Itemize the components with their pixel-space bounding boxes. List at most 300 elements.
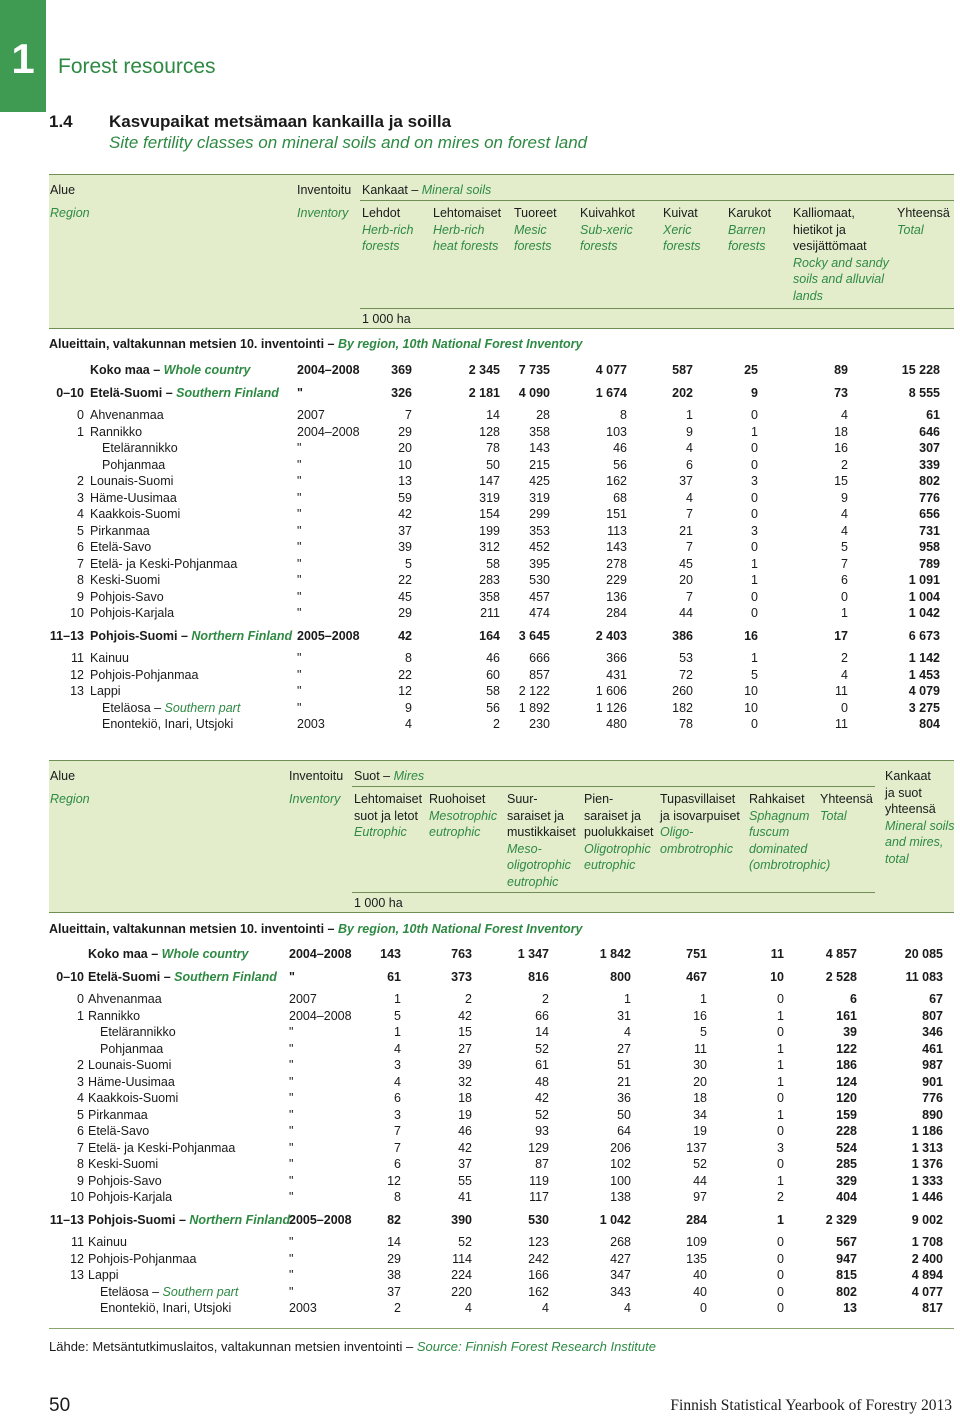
cell-value: 358 [479,589,500,604]
cell-value: 4 [686,441,693,455]
cell-value: 22 [398,573,412,587]
cell-value: 0 [751,457,758,472]
cell-value: 3 [394,1107,401,1122]
header-col-en: Sphagnum fuscum dominated (ombrotrophic) [749,808,831,872]
cell-value: 229 [606,573,627,587]
cell-value: 11 083 [905,969,943,984]
cell-value: 4 [841,523,848,538]
cell-value: 461 [922,1041,943,1056]
table-row [49,1024,954,1041]
table-row [49,667,954,684]
table-row [49,572,954,589]
header-group [354,768,424,785]
cell-value: 6 [686,457,693,472]
cell-value: 2 [394,1301,401,1315]
row-label-fi: Pohjois-Karjala [90,606,175,620]
row-label-en: Southern part [162,1284,239,1299]
row-inventory: " [289,1251,294,1266]
cell-value: 37 [458,1157,472,1171]
cell-value: 1 708 [911,1235,943,1249]
row-inventory: " [289,1025,294,1039]
header-inventory: Inventory [297,206,349,220]
cell-value: 358 [529,424,550,439]
row-number: 9 [77,589,84,604]
cell-value: 15 228 [901,363,940,377]
cell-value: 1 [686,408,693,422]
cell-value: 4 [542,1301,549,1315]
cell-value: 8 [405,651,412,665]
row-inventory: 2004–2008 [289,1008,352,1023]
cell-value: 1 [777,1212,784,1227]
cell-value: 40 [693,1268,707,1282]
cell-value: 1 453 [908,667,940,682]
cell-value: 10 [744,684,758,698]
cell-value: 19 [693,1124,707,1138]
cell-value: 122 [836,1041,857,1056]
cell-value: 113 [607,523,627,538]
source-rule [49,1328,954,1329]
cell-value: 369 [391,363,412,377]
row-number: 6 [77,540,84,554]
row-number: 5 [77,1107,84,1122]
cell-value: 37 [679,474,693,488]
row-number: 4 [77,1091,84,1105]
row-label [90,667,198,684]
cell-value: 7 735 [518,363,550,377]
cell-value: 346 [922,1025,943,1039]
table-row [49,523,954,540]
header-col-en: Oligo- ombrotrophic [660,825,733,856]
table-row [49,473,954,490]
cell-value: 0 [777,1025,784,1039]
header-col-en: Total [897,222,924,237]
row-label [102,700,240,717]
cell-value: 37 [387,1284,401,1299]
cell-value: 50 [486,457,500,472]
row-label-fi: Etelä-Savo [88,1124,150,1138]
section-en: By region, 10th National Forest Inventory [337,337,583,351]
cell-value: 51 [617,1058,631,1072]
cell-value: 802 [919,474,940,488]
cell-value: 39 [843,1025,857,1039]
cell-value: 0 [777,1268,784,1282]
header-col-en: Oligotrophic eutrophic [584,841,651,872]
row-label-fi: Lappi [88,1268,119,1282]
row-number: 13 [70,684,84,698]
cell-value: 20 [679,573,693,587]
cell-value: 901 [922,1074,943,1089]
cell-value: 37 [398,523,412,538]
cell-value: 21 [679,523,693,538]
cell-value: 1 [700,992,707,1006]
row-inventory: " [289,1173,294,1188]
cell-value: 1 446 [911,1190,943,1204]
source-note [49,1339,656,1354]
cell-value: 1 [751,424,758,439]
cell-value: 4 [686,490,693,505]
cell-value: 751 [686,947,707,961]
table-row [49,1234,954,1251]
cell-value: 66 [535,1008,549,1023]
cell-value: 1 [751,556,758,571]
header-col-fi: Tupasvillaiset ja isovarpuiset [660,792,740,823]
cell-value: 9 [405,700,412,715]
row-number: 8 [77,573,84,587]
cell-value: 857 [529,667,550,682]
row-label-fi: Etelä- ja Keski-Pohjanmaa [88,1140,236,1155]
header-col-8 [897,205,960,238]
cell-value: 0 [841,700,848,715]
cell-value: 15 [458,1025,472,1039]
source-fi: Lähde: Metsäntutkimuslaitos, valtakunnan metsien inventointi – [49,1339,417,1354]
cell-value: 59 [398,490,412,505]
cell-value: 4 077 [595,363,627,377]
row-number: 13 [70,1268,84,1282]
header-col-fi: Kankaat ja suot yhteensä [885,769,936,816]
row-inventory: " [297,490,302,505]
table-row [49,1251,954,1268]
header-unit: 1 000 ha [354,896,403,910]
cell-value: 20 [398,441,412,455]
row-label-fi: Koko maa – [90,363,164,377]
cell-value: 102 [610,1157,631,1171]
cell-value: 800 [610,969,631,984]
cell-value: 55 [458,1173,472,1188]
row-label [90,628,292,645]
header-col-en: Mesotrophic eutrophic [429,808,498,839]
header-col-en: Sub-xeric forests [580,222,633,253]
row-label-fi: Lappi [90,684,121,698]
row-number: 11 [71,651,84,665]
cell-value: 7 [686,589,693,604]
cell-value: 4 [394,1074,401,1089]
cell-value: 119 [529,1173,549,1188]
cell-value: 27 [617,1041,631,1056]
cell-value: 34 [693,1107,707,1122]
cell-value: 215 [529,457,550,472]
table-row [49,1123,954,1140]
cell-value: 425 [529,474,550,488]
cell-value: 29 [398,424,412,439]
row-label-en: Southern Finland [176,385,279,400]
cell-value: 278 [606,556,627,571]
cell-value: 817 [922,1301,943,1315]
cell-value: 159 [836,1107,857,1122]
cell-value: 8 [394,1190,401,1204]
cell-value: 1 186 [911,1124,943,1138]
cell-value: 789 [919,556,940,571]
cell-value: 56 [486,700,500,715]
row-inventory: " [297,606,302,620]
cell-value: 4 [394,1041,401,1056]
table-row [49,1041,954,1058]
cell-value: 162 [528,1284,549,1299]
row-label [90,523,150,540]
cell-value: 2 [542,992,549,1006]
row-label-fi: Pohjois-Savo [90,589,164,604]
cell-value: 285 [836,1157,857,1171]
header-col-fi: Yhteensä [897,206,950,220]
source-en: Source: Finnish Forest Research Institute [416,1339,656,1354]
row-inventory: " [289,1268,294,1282]
cell-value: 143 [606,540,627,554]
row-inventory: " [297,441,302,455]
cell-value: 816 [528,969,549,984]
table-row [49,556,954,573]
cell-value: 299 [529,507,550,521]
group-fi: Kankaat – [362,183,422,197]
cell-value: 1 892 [518,700,550,715]
cell-value: 64 [617,1124,631,1138]
cell-value: 39 [458,1058,472,1072]
cell-value: 4 894 [911,1268,943,1282]
cell-value: 151 [606,507,627,521]
cell-value: 61 [535,1058,549,1072]
row-inventory: 2005–2008 [297,628,360,643]
row-label-en: Whole country [163,363,251,377]
publication-title: Finnish Statistical Yearbook of Forestry 2013 [670,1397,952,1414]
row-inventory: " [289,969,295,984]
table-row [49,407,954,424]
cell-value: 347 [610,1268,631,1282]
row-label [88,969,277,986]
cell-value: 1 674 [595,385,627,400]
cell-value: 124 [836,1074,857,1089]
cell-value: 474 [529,606,550,620]
cell-value: 1 [751,651,758,665]
cell-value: 5 [405,556,412,571]
cell-value: 815 [836,1268,857,1282]
cell-value: 15 [834,474,848,488]
header-col-fi: Lehdot [362,206,401,220]
row-label-fi: Pirkanmaa [88,1107,148,1122]
cell-value: 4 090 [518,385,550,400]
cell-value: 1 313 [911,1140,943,1155]
cell-value: 120 [836,1091,857,1105]
cell-value: 319 [529,490,550,505]
cell-value: 87 [535,1157,549,1171]
cell-value: 56 [613,457,627,472]
cell-value: 143 [529,441,550,455]
cell-value: 53 [679,651,693,665]
cell-value: 38 [387,1268,401,1282]
row-inventory: " [297,573,302,587]
cell-value: 18 [693,1091,707,1105]
row-inventory: 2004–2008 [297,424,360,439]
row-label [88,1156,158,1173]
cell-value: 776 [922,1091,943,1105]
header-col-en: Rocky and sandy soils and alluvial lands [793,255,889,303]
cell-value: 2 181 [468,385,500,400]
cell-value: 22 [398,667,412,682]
cell-value: 11 [694,1041,707,1056]
row-inventory: " [289,1284,294,1299]
cell-value: 656 [919,507,940,521]
row-label-fi: Ahvenanmaa [88,992,162,1006]
row-label [102,440,178,457]
cell-value: 4 [405,717,412,731]
header-col-fi: Kalliomaat, hietikot ja vesijättömaat [793,206,867,253]
table-row [49,1189,954,1206]
cell-value: 0 [751,490,758,505]
cell-value: 162 [606,474,627,488]
section-fi: Alueittain, valtakunnan metsien 10. inventointi – [49,922,338,936]
header-col-en: Total [820,808,847,823]
cell-value: 353 [529,523,550,538]
row-label-en: Whole country [161,947,249,961]
header-col-fi: Suur- saraiset ja mustikkaiset [507,792,576,839]
cell-value: 72 [679,667,693,682]
cell-value: 8 [620,408,627,422]
cell-value: 52 [693,1157,707,1171]
cell-value: 7 [841,556,848,571]
row-number: 9 [77,1173,84,1188]
row-label-fi: Kainuu [88,1235,127,1249]
row-inventory: 2004–2008 [289,947,352,961]
cell-value: 45 [398,589,412,604]
cell-value: 230 [529,717,550,731]
table-row [49,1300,954,1317]
row-label-fi: Etelärannikko [100,1025,176,1039]
group-en: Mires [393,769,425,783]
table-header [49,760,954,913]
cell-value: 890 [922,1107,943,1122]
row-number: 12 [70,1251,84,1266]
cell-value: 312 [479,540,500,554]
row-label-fi: Pohjois-Karjala [88,1190,173,1204]
table-row [49,1057,954,1074]
row-label-fi: Keski-Suomi [90,573,161,587]
row-label-fi: Kainuu [90,651,129,665]
header-col-fi: Pien- saraiset ja puolukkaiset [584,792,654,839]
cell-value: 2 122 [518,684,550,698]
cell-value: 20 [693,1074,707,1089]
cell-value: 2 345 [468,363,500,377]
cell-value: 4 079 [908,684,940,698]
cell-value: 0 [841,589,848,604]
cell-value: 202 [672,385,693,400]
cell-value: 44 [679,606,693,620]
cell-value: 0 [777,992,784,1006]
row-label-fi: Pohjois-Suomi – [90,628,192,643]
row-number: 0 [77,992,84,1006]
cell-value: 12 [398,684,412,698]
cell-value: 10 [398,457,412,472]
cell-value: 5 [394,1008,401,1023]
cell-value: 9 [751,385,758,400]
cell-value: 123 [528,1235,549,1249]
row-inventory: " [297,700,302,715]
cell-value: 0 [777,1235,784,1249]
row-label [90,605,174,622]
cell-value: 6 [841,573,848,587]
row-inventory: 2003 [289,1301,317,1315]
cell-value: 3 645 [518,628,550,643]
cell-value: 27 [458,1041,472,1056]
table-row [49,716,954,733]
row-label [88,1140,235,1157]
cell-value: 404 [836,1190,857,1204]
cell-value: 1 [841,606,848,620]
header-col-en: Meso- oligotrophic eutrophic [507,841,571,889]
row-label [88,1107,148,1124]
cell-value: 366 [606,651,627,665]
cell-value: 61 [926,408,940,422]
row-number: 11–13 [49,1212,84,1227]
cell-value: 11 [835,684,848,698]
cell-value: 42 [398,628,412,643]
row-label-fi: Etelä- ja Keski-Pohjanmaa [90,556,238,571]
header-alue: Alue [50,183,76,197]
chapter-number: 1 [11,35,35,82]
cell-value: 319 [479,490,500,505]
cell-value: 136 [606,589,627,604]
row-number: 5 [77,523,84,538]
cell-value: 343 [610,1284,631,1299]
cell-value: 78 [679,717,693,731]
row-label-fi: Etelärannikko [102,441,178,455]
cell-value: 29 [387,1251,401,1266]
cell-value: 260 [672,684,693,698]
cell-value: 46 [613,441,627,455]
table-row [49,1284,954,1301]
row-inventory: " [297,457,302,472]
cell-value: 12 [387,1173,401,1188]
row-inventory: 2007 [297,408,325,422]
cell-value: 13 [398,474,412,488]
cell-value: 16 [744,628,758,643]
table-title-en: Site fertility classes on mineral soils and on mires on forest land [109,133,588,152]
header-col-en: Mineral soils and mires, total [885,818,955,866]
cell-value: 802 [836,1284,857,1299]
row-inventory: " [289,1107,294,1122]
table-row [49,1140,954,1157]
cell-value: 4 [624,1301,631,1315]
row-label-fi: Enontekiö, Inari, Utsjoki [100,1301,232,1315]
row-label [88,946,248,963]
cell-value: 2 528 [825,969,857,984]
cell-value: 114 [452,1251,472,1266]
cell-value: 0 [777,1284,784,1299]
row-label-fi: Rannikko [88,1008,141,1023]
cell-value: 10 [770,969,784,984]
row-label [90,556,237,573]
cell-value: 6 [394,1091,401,1105]
mires-table [49,760,954,1320]
table-row [49,490,954,507]
cell-value: 42 [458,1008,472,1023]
cell-value: 666 [529,651,550,665]
cell-value: 1 [777,1058,784,1072]
row-label [90,683,121,700]
cell-value: 58 [486,556,500,571]
row-label [88,1123,149,1140]
row-inventory: " [289,1041,294,1056]
cell-value: 1 126 [595,700,627,715]
cell-value: 97 [693,1190,707,1204]
cell-value: 8 555 [908,385,940,400]
cell-value: 284 [686,1212,707,1227]
row-label [90,385,279,402]
table-row-total [49,969,954,986]
row-inventory: " [289,1140,294,1155]
section-en: By region, 10th National Forest Inventory [337,922,583,936]
table-row-total [49,946,954,963]
row-label [88,1090,178,1107]
header-col-fi: Tuoreet [514,206,557,220]
section-heading [49,337,582,351]
cell-value: 958 [919,540,940,554]
